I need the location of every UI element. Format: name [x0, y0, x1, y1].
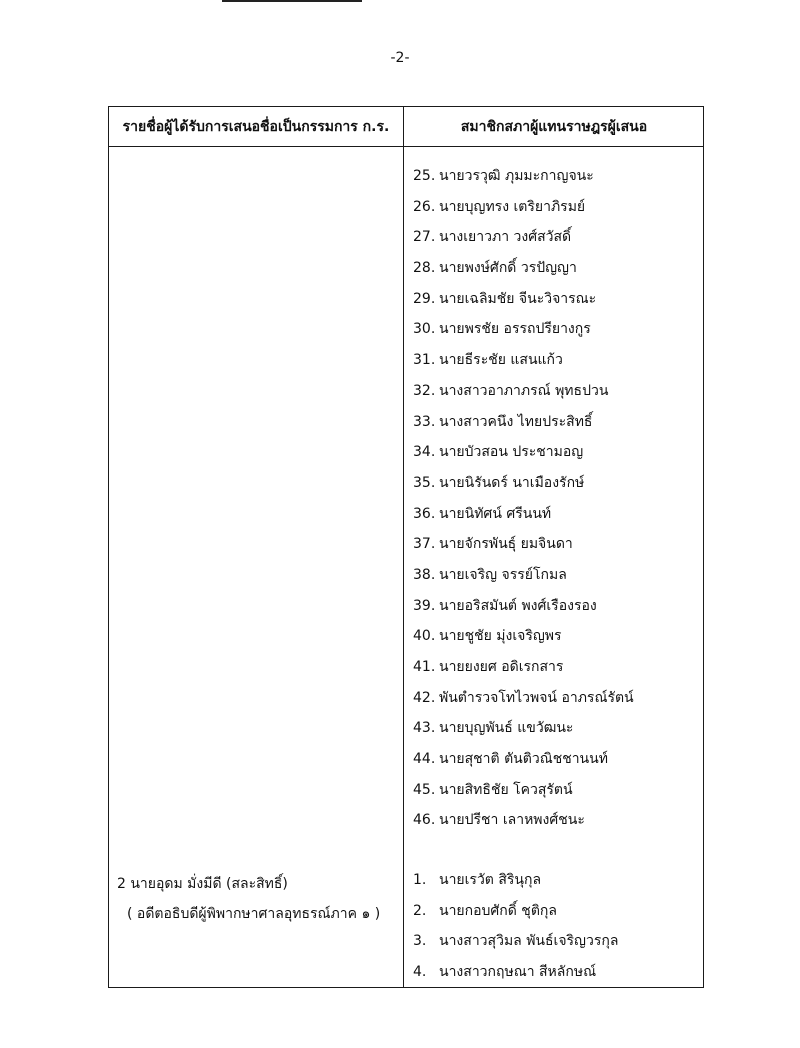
list-item: 38. นายเจริญ จรรย์โกมล	[413, 566, 567, 583]
header-candidates: รายชื่อผู้ได้รับการเสนอชื่อเป็นกรรมการ ก.ร.	[122, 119, 390, 135]
list-item: 4. นางสาวกฤษณา สีหลักษณ์	[413, 964, 597, 981]
list-item: 34. นายบัวสอน ประชามอญ	[413, 444, 584, 461]
list-item: 42. พันตำรวจโทไวพจน์ อาภรณ์รัตน์	[413, 689, 634, 706]
list-item: 29. นายเฉลิมชัย จีนะวิจารณะ	[413, 290, 597, 307]
page-number: -2-	[390, 50, 410, 66]
nominator-list-2	[413, 865, 618, 988]
candidate-name: 2 นายอุดม มั่งมีดี (สละสิทธิ์)	[117, 876, 288, 892]
top-rule	[222, 0, 362, 2]
list-item: 43. นายบุญพันธ์ แขวัฒนะ	[413, 720, 574, 737]
list-item: 35. นายนิรันดร์ นาเมืองรักษ์	[413, 474, 585, 491]
list-item: 46. นายปรีชา เลาหพงศ์ชนะ	[413, 812, 585, 829]
list-item: 26. นายบุญทรง เตริยาภิรมย์	[413, 198, 586, 215]
table-header-row	[109, 107, 703, 147]
list-item: 30. นายพรชัย อรรถปรียางกูร	[413, 321, 591, 338]
candidate-2	[117, 869, 380, 929]
nomination-table	[108, 106, 704, 988]
candidate-position: ( อดีตอธิบดีผู้พิพากษาศาลอุทธรณ์ภาค ๑ )	[127, 906, 381, 922]
header-nominators: สมาชิกสภาผู้แทนราษฎรผู้เสนอ	[460, 119, 648, 135]
list-item: 2. นายกอบศักดิ์ ชุติกุล	[413, 902, 557, 919]
list-item: 41. นายยงยศ อดิเรกสาร	[413, 659, 564, 675]
list-item: 28. นายพงษ์ศักดิ์ วรปัญญา	[413, 260, 577, 277]
list-item: 36. นายนิทัศน์ ศรีนนท์	[413, 505, 552, 522]
list-item: 44. นายสุชาติ ตันติวณิชชานนท์	[413, 751, 608, 768]
list-item: 33. นางสาวคนึง ไทยประสิทธิ์	[413, 413, 593, 430]
list-item: 32. นางสาวอาภาภรณ์ พุทธปวน	[413, 382, 609, 399]
list-item: 25. นายวรวุฒิ ภุมมะกาญจนะ	[413, 168, 594, 184]
column-divider	[403, 107, 404, 987]
list-item: 1. นายเรวัต สิรินุกุล	[413, 872, 542, 888]
list-item: 3. นางสาวสุวิมล พันธ์เจริญวรกุล	[413, 933, 619, 950]
list-item: 31. นายธีระชัย แสนแก้ว	[413, 352, 563, 369]
list-item: 37. นายจักรพันธุ์ ยมจินดา	[413, 536, 573, 553]
nominator-list-1	[413, 161, 634, 836]
list-item: 45. นายสิทธิชัย โควสุรัตน์	[413, 781, 573, 798]
list-item: 27. นางเยาวภา วงศ์สวัสดิ์	[413, 229, 572, 246]
list-item: 40. นายชูชัย มุ่งเจริญพร	[413, 628, 562, 645]
list-item: 39. นายอริสมันต์ พงศ์เรืองรอง	[413, 597, 597, 614]
